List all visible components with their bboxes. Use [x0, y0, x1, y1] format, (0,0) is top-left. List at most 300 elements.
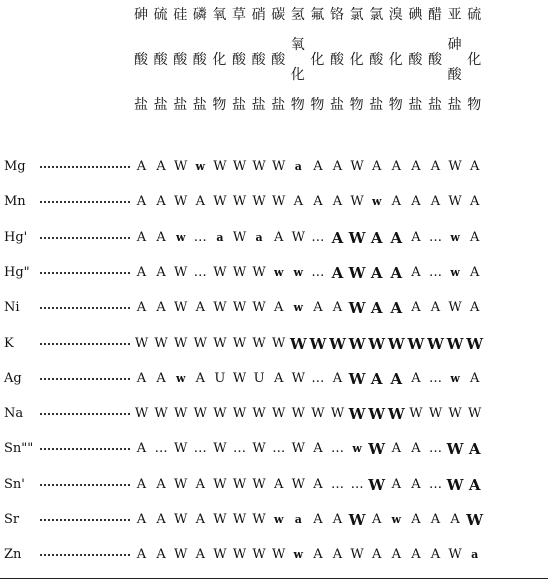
table-cell: W: [272, 194, 286, 210]
row-label: Sn"": [4, 441, 34, 457]
column-header-char: 酸: [369, 52, 384, 68]
table-cell: W: [252, 441, 266, 457]
row-label: Na: [4, 406, 24, 422]
column-header-char: 砷: [447, 37, 462, 53]
column-header-char: 酸: [134, 52, 148, 68]
table-cell: W: [348, 228, 366, 247]
table-cell: A: [411, 476, 421, 492]
table-cell: W: [350, 159, 364, 174]
column-header-char: 碘: [408, 7, 423, 23]
table-cell: A: [370, 228, 383, 247]
table-cell: …: [193, 264, 207, 280]
table-cell: A: [411, 547, 421, 563]
column-header-char: 亚: [447, 7, 462, 23]
table-row: [0, 157, 548, 177]
table-cell: W: [252, 300, 266, 316]
table-cell: W: [232, 300, 247, 316]
table-cell: W: [213, 159, 227, 174]
column-header-char: 硅: [173, 7, 188, 23]
table-cell: W: [174, 300, 188, 316]
table-cell: W: [252, 194, 266, 210]
table-cell: A: [156, 370, 166, 386]
table-cell: W: [407, 334, 425, 353]
table-cell: A: [469, 194, 480, 210]
table-row: [0, 228, 548, 248]
table-cell: A: [156, 194, 166, 210]
row-label: Mn: [4, 194, 26, 210]
table-cell: A: [273, 300, 284, 316]
table-cell: A: [430, 300, 441, 316]
dot-leader: [40, 192, 130, 212]
table-cell: …: [272, 441, 286, 457]
table-row: [0, 334, 548, 354]
table-row: [0, 263, 548, 283]
table-cell: A: [370, 299, 383, 318]
column-header-char: 物: [212, 97, 227, 113]
table-cell: W: [448, 159, 462, 174]
table-cell: A: [332, 300, 343, 316]
table-cell: A: [411, 194, 421, 210]
table-cell: W: [468, 406, 482, 422]
table-cell: W: [466, 511, 484, 529]
table-cell: A: [469, 159, 480, 174]
column-header-char: 化: [310, 52, 325, 68]
table-cell: A: [156, 264, 166, 280]
column-header-char: 氟: [310, 7, 325, 23]
table-cell: A: [391, 547, 401, 563]
table-cell: A: [136, 547, 147, 563]
table-cell: A: [430, 194, 441, 210]
table-cell: W: [213, 441, 227, 457]
table-cell: W: [368, 405, 386, 424]
table-cell: W: [272, 335, 286, 351]
column-header-char: 硫: [153, 7, 168, 23]
table-cell: A: [370, 263, 383, 282]
column-header-char: 酸: [173, 52, 188, 68]
table-cell: …: [331, 441, 344, 457]
dot-leader: [40, 334, 130, 354]
table-cell: W: [448, 300, 462, 316]
table-cell: W: [368, 475, 386, 494]
table-cell: W: [272, 159, 286, 174]
table-cell: A: [411, 300, 421, 316]
column-header-char: 醋: [428, 7, 442, 23]
table-cell: w: [273, 265, 284, 279]
table-cell: A: [136, 370, 147, 386]
table-cell: W: [446, 475, 464, 494]
table-cell: W: [348, 263, 366, 282]
table-cell: W: [193, 406, 207, 422]
table-cell: A: [469, 264, 480, 280]
table-cell: A: [273, 370, 284, 386]
table-row: [0, 475, 548, 495]
table-cell: W: [348, 511, 366, 529]
table-cell: W: [350, 194, 364, 210]
table-cell: A: [430, 512, 441, 527]
column-header-char: 化: [388, 52, 403, 68]
table-cell: A: [156, 229, 166, 245]
table-cell: W: [232, 159, 247, 174]
table-cell: W: [289, 334, 307, 353]
table-cell: A: [468, 440, 481, 459]
table-cell: …: [429, 229, 442, 245]
table-cell: …: [193, 229, 207, 245]
table-cell: W: [193, 335, 207, 351]
table-cell: W: [368, 334, 386, 353]
table-cell: W: [291, 476, 305, 492]
table-cell: A: [195, 547, 205, 563]
table-cell: A: [411, 159, 421, 174]
table-cell: W: [446, 334, 464, 353]
table-cell: W: [174, 441, 188, 457]
table-cell: w: [371, 195, 382, 209]
table-cell: W: [272, 406, 286, 422]
table-cell: a: [255, 230, 263, 244]
table-cell: A: [411, 229, 421, 245]
table-cell: A: [371, 512, 382, 527]
table-cell: w: [195, 160, 206, 173]
table-cell: A: [156, 159, 166, 174]
table-cell: W: [368, 440, 386, 459]
row-label: Mg: [4, 159, 26, 174]
table-cell: W: [232, 476, 247, 492]
column-header-char: 酸: [271, 52, 286, 68]
dot-leader: [40, 298, 130, 318]
column-header-char: 草: [232, 7, 246, 23]
table-cell: W: [448, 547, 462, 563]
table-cell: W: [252, 476, 266, 492]
table-cell: W: [252, 547, 266, 563]
table-cell: W: [448, 406, 462, 422]
table-cell: …: [429, 264, 442, 280]
table-cell: w: [293, 265, 304, 279]
table-cell: W: [232, 229, 247, 245]
table-cell: W: [213, 264, 227, 280]
table-cell: w: [273, 513, 284, 526]
column-header-char: 硫: [467, 7, 482, 23]
table-cell: A: [391, 194, 401, 210]
table-cell: …: [429, 370, 442, 386]
table-cell: …: [331, 476, 344, 492]
table-cell: …: [233, 441, 246, 457]
table-cell: W: [134, 335, 149, 351]
table-cell: a: [294, 513, 302, 526]
table-cell: A: [156, 476, 166, 492]
table-cell: W: [409, 406, 423, 422]
table-cell: A: [469, 229, 480, 245]
table-cell: A: [331, 228, 344, 247]
column-header-char: 氢: [290, 7, 305, 23]
table-cell: W: [174, 264, 188, 280]
dot-leader: [40, 369, 130, 389]
table-cell: W: [232, 547, 247, 563]
table-cell: W: [252, 406, 266, 422]
row-label: Sr: [4, 512, 20, 527]
column-header-char: 氯: [369, 7, 384, 23]
table-cell: A: [430, 547, 441, 563]
table-cell: W: [446, 440, 464, 459]
table-cell: A: [156, 547, 166, 563]
dot-leader: [40, 475, 130, 495]
column-header-char: 盐: [134, 97, 148, 113]
column-header-char: 碳: [271, 7, 286, 23]
row-label: Sn': [4, 476, 25, 492]
column-header-char: 盐: [153, 97, 168, 113]
table-cell: A: [313, 512, 323, 527]
table-cell: …: [429, 441, 442, 457]
table-cell: A: [136, 512, 147, 527]
table-cell: W: [213, 406, 227, 422]
column-header-char: 酸: [192, 52, 207, 68]
table-cell: A: [390, 228, 403, 247]
table-cell: w: [450, 230, 460, 244]
table-cell: W: [350, 547, 364, 563]
dot-leader: [40, 263, 130, 283]
column-header-char: 酸: [232, 52, 246, 68]
column-header-char: 盐: [232, 97, 246, 113]
column-header-char: 酸: [153, 52, 168, 68]
table-cell: A: [331, 263, 344, 282]
table-cell: W: [291, 229, 305, 245]
row-label: Zn: [4, 547, 22, 563]
column-header-char: 酸: [428, 52, 442, 68]
table-cell: …: [193, 441, 207, 457]
table-cell: …: [429, 476, 442, 492]
column-header-char: 砷: [134, 7, 148, 23]
table-row: [0, 510, 548, 530]
table-cell: W: [311, 406, 325, 422]
table-cell: W: [213, 547, 227, 563]
table-cell: …: [154, 441, 168, 457]
table-cell: W: [174, 194, 188, 210]
table-cell: A: [391, 441, 401, 457]
table-cell: W: [213, 476, 227, 492]
table-cell: A: [370, 369, 383, 388]
table-cell: …: [311, 229, 325, 245]
column-header-char: 化: [349, 52, 364, 68]
table-cell: A: [411, 370, 421, 386]
table-cell: W: [252, 159, 266, 174]
row-label: Ni: [4, 300, 20, 316]
column-header-char: 物: [290, 97, 305, 113]
table-cell: A: [450, 512, 460, 527]
table-cell: W: [427, 334, 444, 353]
table-cell: W: [272, 547, 286, 563]
table-row: [0, 298, 548, 318]
table-cell: w: [293, 301, 304, 315]
table-cell: A: [136, 229, 147, 245]
table-cell: W: [174, 547, 188, 563]
table-cell: A: [332, 512, 343, 527]
column-header-char: 化: [467, 52, 482, 68]
row-label: K: [4, 335, 14, 351]
column-header-char: 氯: [349, 7, 364, 23]
table-cell: W: [134, 406, 149, 422]
table-cell: A: [136, 159, 147, 174]
row-label: Hg": [4, 264, 30, 280]
table-cell: W: [291, 441, 305, 457]
column-header-char: 溴: [388, 7, 403, 23]
table-cell: A: [313, 547, 323, 563]
column-header-char: 盐: [251, 97, 266, 113]
table-cell: A: [371, 159, 382, 174]
table-cell: A: [195, 476, 205, 492]
table-cell: A: [390, 263, 403, 282]
table-cell: U: [214, 370, 226, 386]
table-cell: a: [294, 160, 302, 173]
table-cell: A: [136, 441, 147, 457]
table-row: [0, 439, 548, 459]
table-cell: A: [156, 512, 166, 527]
table-cell: A: [195, 370, 205, 386]
table-cell: A: [411, 512, 421, 527]
table-cell: W: [348, 369, 366, 388]
table-cell: W: [252, 335, 266, 351]
dot-leader: [40, 510, 130, 530]
column-header-char: 盐: [192, 97, 207, 113]
column-header-char: 盐: [173, 97, 188, 113]
dot-leader: [40, 545, 130, 565]
table-cell: A: [136, 476, 147, 492]
table-cell: A: [136, 194, 147, 210]
table-cell: W: [466, 334, 484, 353]
table-row: [0, 404, 548, 424]
table-cell: W: [348, 334, 366, 353]
table-cell: A: [293, 194, 303, 210]
dot-leader: [40, 228, 130, 248]
column-header-char: 盐: [271, 97, 286, 113]
column-header-char: 化: [290, 67, 305, 83]
table-row: [0, 192, 548, 212]
table-cell: W: [448, 194, 462, 210]
table-cell: W: [232, 194, 247, 210]
table-cell: A: [430, 159, 441, 174]
table-cell: A: [195, 194, 205, 210]
table-cell: W: [213, 335, 227, 351]
table-cell: W: [428, 406, 443, 422]
table-cell: W: [291, 370, 305, 386]
dot-leader: [40, 439, 130, 459]
table-cell: W: [174, 159, 188, 174]
table-cell: W: [213, 194, 227, 210]
table-cell: A: [313, 194, 323, 210]
column-header-char: 氧: [290, 37, 305, 53]
table-row: [0, 369, 548, 389]
table-cell: w: [450, 371, 460, 385]
table-cell: A: [273, 229, 284, 245]
table-cell: a: [216, 230, 224, 244]
table-row: [0, 545, 548, 565]
table-cell: A: [468, 475, 481, 494]
table-cell: W: [174, 512, 188, 527]
table-cell: A: [391, 159, 401, 174]
table-cell: W: [174, 406, 188, 422]
table-cell: A: [469, 370, 480, 386]
table-cell: A: [390, 369, 403, 388]
column-header-char: 盐: [369, 97, 384, 113]
table-cell: W: [174, 476, 188, 492]
table-cell: U: [253, 370, 265, 386]
table-cell: A: [332, 159, 343, 174]
table-cell: A: [390, 299, 403, 318]
table-cell: W: [252, 512, 266, 527]
table-cell: w: [391, 513, 402, 526]
column-header-char: 物: [467, 97, 482, 113]
table-cell: A: [313, 159, 323, 174]
table-cell: A: [391, 476, 401, 492]
dot-leader: [40, 157, 130, 177]
table-cell: A: [195, 512, 205, 527]
table-cell: W: [174, 335, 188, 351]
column-header-char: 化: [212, 52, 227, 68]
column-header-char: 物: [388, 97, 403, 113]
table-cell: A: [273, 476, 284, 492]
table-cell: W: [252, 264, 266, 280]
table-cell: w: [450, 265, 460, 279]
table-cell: W: [232, 406, 247, 422]
table-cell: W: [232, 335, 247, 351]
row-label: Ag: [4, 370, 22, 386]
column-header-char: 酸: [251, 52, 266, 68]
table-cell: W: [213, 512, 227, 527]
table-cell: A: [136, 264, 147, 280]
table-cell: W: [387, 405, 405, 424]
table-cell: A: [332, 370, 343, 386]
table-cell: W: [387, 334, 405, 353]
table-cell: W: [329, 334, 346, 353]
column-header-char: 酸: [408, 52, 423, 68]
table-cell: …: [350, 476, 364, 492]
column-header-char: 盐: [408, 97, 423, 113]
table-cell: W: [232, 370, 247, 386]
table-cell: A: [371, 547, 382, 563]
table-cell: W: [309, 334, 327, 353]
table-cell: …: [311, 264, 325, 280]
table-cell: …: [311, 370, 325, 386]
column-header-char: 酸: [447, 67, 462, 83]
table-cell: A: [411, 264, 421, 280]
table-cell: A: [136, 300, 147, 316]
table-cell: A: [332, 547, 343, 563]
table-cell: w: [293, 548, 304, 562]
column-header-char: 盐: [447, 97, 462, 113]
row-label: Hg': [4, 229, 28, 245]
dot-leader: [40, 404, 130, 424]
table-cell: w: [352, 442, 362, 456]
table-cell: w: [175, 371, 186, 385]
table-cell: W: [232, 264, 247, 280]
column-header-char: 盐: [330, 97, 344, 113]
table-cell: a: [471, 548, 479, 562]
column-header-char: 铬: [330, 7, 344, 23]
table-cell: W: [154, 406, 168, 422]
table-cell: A: [195, 300, 205, 316]
table-cell: A: [313, 476, 323, 492]
table-cell: W: [348, 299, 366, 318]
table-cell: W: [213, 300, 227, 316]
table-cell: w: [175, 230, 186, 244]
table-cell: W: [232, 512, 247, 527]
table-cell: W: [291, 406, 305, 422]
table-cell: A: [411, 441, 421, 457]
column-header-char: 酸: [330, 52, 344, 68]
table-cell: W: [330, 406, 345, 422]
table-cell: A: [469, 300, 480, 316]
table-cell: W: [154, 335, 168, 351]
column-header-char: 物: [310, 97, 325, 113]
column-header-char: 氧: [212, 7, 227, 23]
table-cell: A: [313, 300, 323, 316]
